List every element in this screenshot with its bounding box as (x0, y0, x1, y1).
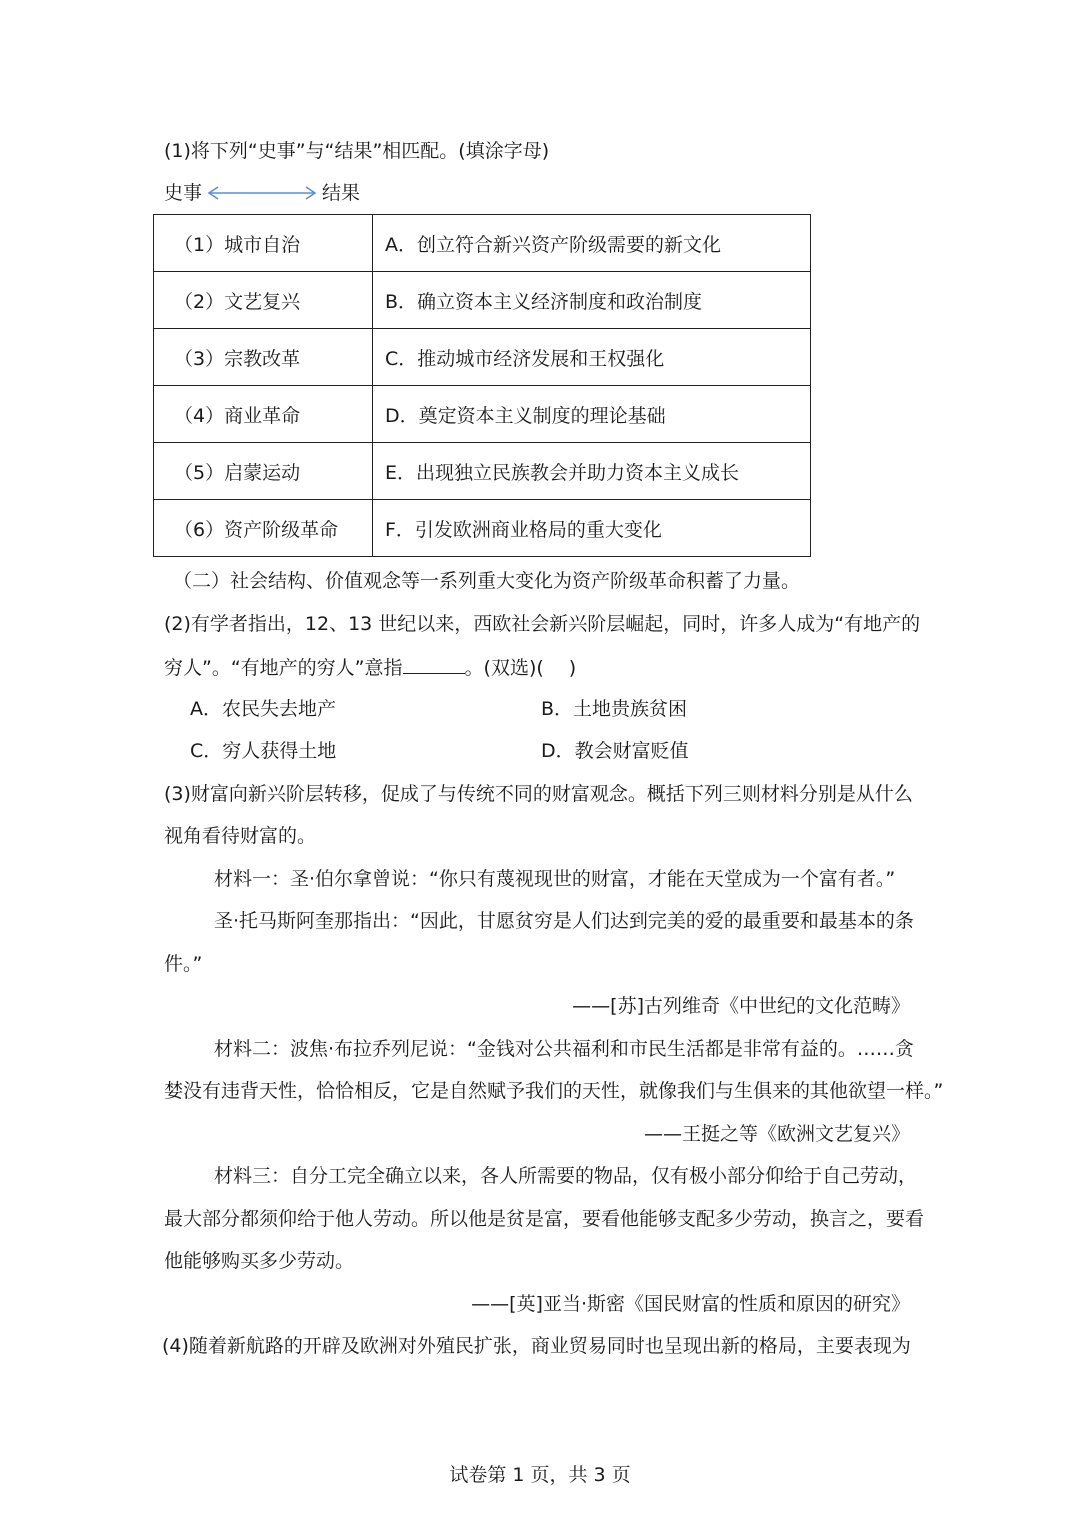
question-3-line-2: 视角看待财富的。 (164, 825, 317, 847)
table-row (154, 386, 811, 443)
event-cell: （3）宗教改革 (154, 329, 373, 386)
answer-blank[interactable] (403, 653, 465, 674)
result-cell: C．推动城市经济发展和王权强化 (373, 329, 811, 386)
option-b[interactable]: B．土地贵族贫困 (541, 698, 688, 720)
matching-table (153, 214, 811, 557)
material-1-line-1: 材料一：圣·伯尔拿曾说：“你只有蔑视现世的财富，才能在天堂成为一个富有者。” (214, 868, 896, 890)
question-1-title: (1)将下列“史事”与“结果”相匹配。(填涂字母) (164, 140, 550, 162)
material-3-line-3: 他能够购买多少劳动。 (164, 1250, 355, 1272)
table-row (154, 215, 811, 272)
table-row (154, 272, 811, 329)
result-cell: D．奠定资本主义制度的理论基础 (373, 386, 811, 443)
table-row (154, 443, 811, 500)
event-cell: （5）启蒙运动 (154, 443, 373, 500)
arrow-left-label: 史事 (164, 182, 203, 204)
question-4-line-1: (4)随着新航路的开辟及欧洲对外殖民扩张，商业贸易同时也呈现出新的格局，主要表现为 (162, 1335, 911, 1357)
event-cell: （1）城市自治 (154, 215, 373, 272)
material-1-line-3: 件。” (164, 953, 203, 975)
material-3-source: ——[英]亚当·斯密《国民财富的性质和原因的研究》 (471, 1293, 910, 1315)
result-cell: B．确立资本主义经济制度和政治制度 (373, 272, 811, 329)
event-cell: （2）文艺复兴 (154, 272, 373, 329)
material-2-line-1: 材料二：波焦·布拉乔列尼说：“金钱对公共福利和市民生活都是非常有益的。……贪 (214, 1038, 914, 1060)
event-cell: （4）商业革命 (154, 386, 373, 443)
match-arrow-row (164, 180, 360, 206)
material-2-line-2: 婪没有违背天性，恰恰相反，它是自然赋予我们的天性，就像我们与生俱来的其他欲望一样。” (164, 1080, 944, 1102)
material-3-line-1: 材料三：自分工完全确立以来，各人所需要的物品，仅有极小部分仰给于自己劳动， (214, 1165, 918, 1187)
section-2-heading: （二）社会结构、价值观念等一系列重大变化为资产阶级革命积蓄了力量。 (173, 570, 801, 592)
event-cell: （6）资产阶级革命 (154, 500, 373, 557)
result-cell: E．出现独立民族教会并助力资本主义成长 (373, 443, 811, 500)
question-2-line-2 (164, 653, 576, 681)
question-2-line-1: (2)有学者指出，12、13 世纪以来，西欧社会新兴阶层崛起，同时，许多人成为“有地产的 (164, 613, 921, 635)
page-footer: 试卷第 1 页，共 3 页 (449, 1464, 631, 1486)
option-c[interactable]: C．穷人获得土地 (190, 740, 337, 762)
material-2-source: ——王挺之等《欧洲文艺复兴》 (643, 1123, 910, 1145)
material-3-line-2: 最大部分都须仰给于他人劳动。所以他是贫是富，要看他能够支配多少劳动，换言之，要看 (164, 1208, 925, 1230)
table-row (154, 500, 811, 557)
result-cell: A．创立符合新兴资产阶级需要的新文化 (373, 215, 811, 272)
option-a[interactable]: A．农民失去地产 (190, 698, 336, 720)
material-1-source: ——[苏]古列维奇《中世纪的文化范畴》 (572, 995, 910, 1017)
material-1-line-2: 圣·托马斯阿奎那指出：“因此，甘愿贫穷是人们达到完美的爱的最重要和最基本的条 (214, 910, 914, 932)
option-d[interactable]: D．教会财富贬值 (541, 740, 689, 762)
question-3-line-1: (3)财富向新兴阶层转移，促成了与传统不同的财富观念。概括下列三则材料分别是从什么 (164, 783, 913, 805)
question-2-tail: 。(双选)( ) (464, 657, 577, 679)
question-2-stem: 穷人”。“有地产的穷人”意指 (164, 657, 403, 679)
table-row (154, 329, 811, 386)
result-cell: F．引发欧洲商业格局的重大变化 (373, 500, 811, 557)
arrow-right-label: 结果 (322, 182, 361, 204)
double-arrow-icon (206, 185, 318, 201)
